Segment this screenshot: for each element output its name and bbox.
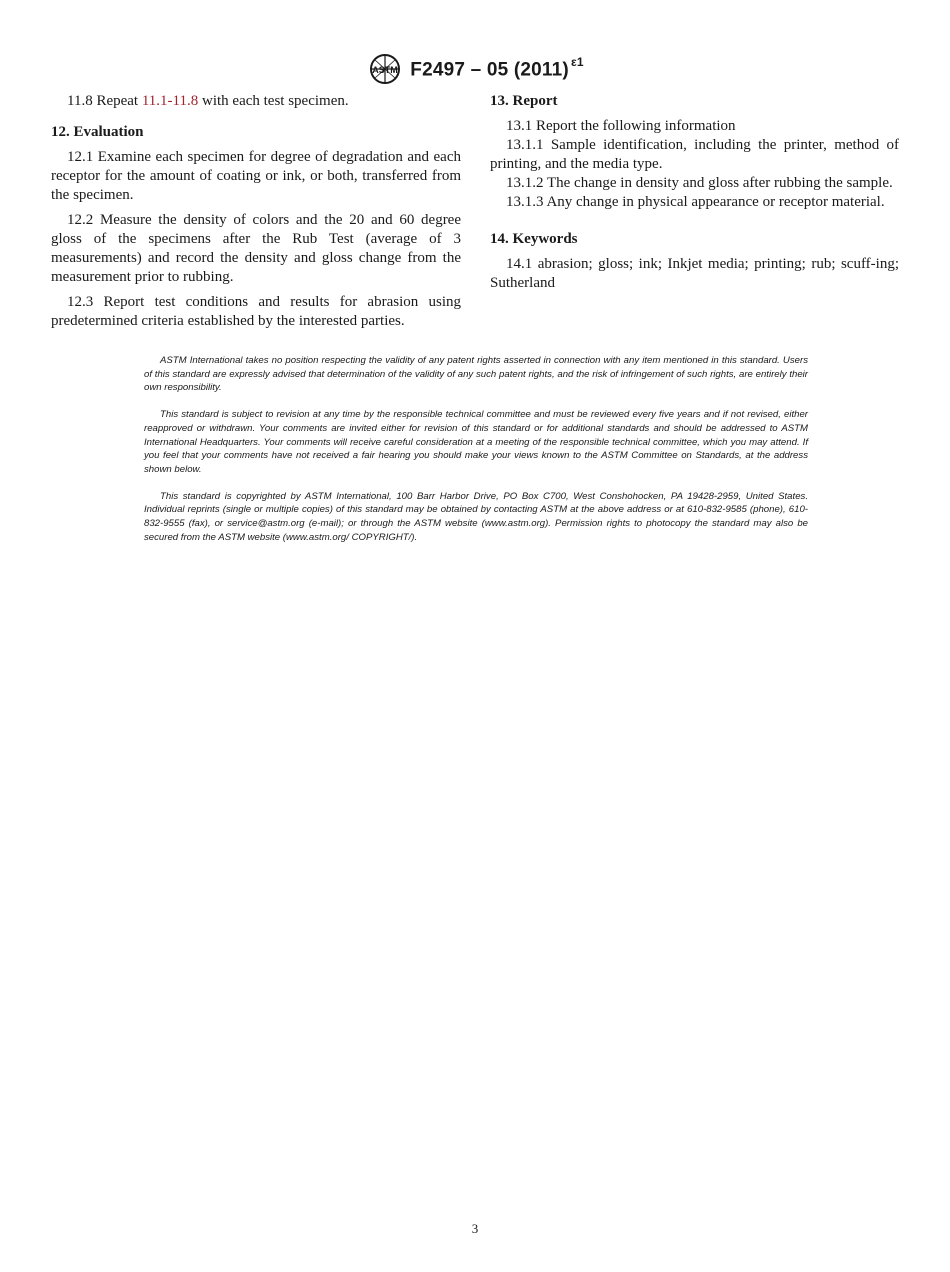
astm-logo-text: ASTM [372,65,399,75]
paragraph-14-1 [490,255,899,293]
paragraph-label: 11.8 [67,93,93,109]
paragraph-label: 13.1.2 [506,175,544,191]
paragraph-label: 12.2 [67,212,94,228]
section-heading-keywords: 14. Keywords [490,231,578,247]
designation-text: F2497 – 05 (2011) [410,59,569,81]
paragraph-text: abrasion; gloss; ink; Inkjet media; printing; rub; scuff-ing; Sutherland [490,256,899,291]
paragraph-13-1 [490,117,899,136]
paragraph-13-1-3 [490,193,899,212]
paragraph-label: 12.3 [67,294,94,310]
paragraph-11-8 [51,92,461,111]
paragraph-label: 14.1 [506,256,533,272]
legal-notices [144,354,808,557]
paragraph-text: Repeat [96,93,139,109]
paragraph-text: Sample identification, including the printer, method of printing, and the media type. [490,137,899,172]
paragraph-text: with each test specimen. [202,93,349,109]
paragraph-label: 12.1 [67,149,94,165]
paragraph-text: The change in density and gloss after rubbing the sample. [546,175,893,191]
paragraph-13-1-1 [490,136,899,174]
paragraph-text: Any change in physical appearance or receptor material. [546,194,885,210]
paragraph-text: Report the following information [536,118,736,134]
paragraph-label: 13.1 [506,118,533,134]
section-heading-report: 13. Report [490,93,558,109]
paragraph-12-2 [51,211,461,287]
page-number: 3 [471,1221,479,1236]
section-heading-evaluation: 12. Evaluation [51,124,144,140]
paragraph-12-3 [51,293,461,331]
paragraph-12-1 [51,148,461,205]
right-column [490,92,899,299]
paragraph-text: Measure the density of colors and the 20 and 60 degree gloss of the specimens after the Rub Test (average of 3 measurements) and record the density and gloss change from the measurement prior to rubbing. [51,212,462,285]
revision-notice: This standard is subject to revision at any time by the responsible technical committee and must be reviewed every five years and if not revised, either reapproved or withdrawn. Your comments are invited either for revision of this standard or for additional standards and should be addressed to ASTM International Headquarters. Your comments will receive careful consideration at a meeting of the responsible technical committee, which you may attend. If you feel that your comments have not received a fair hearing you should make your views known to the ASTM Committee on Standards, at the address shown below. [144,409,808,475]
astm-logo-icon [366,53,404,85]
paragraph-13-1-2 [490,174,899,193]
section-reference-link[interactable]: 11.1-11.8 [141,93,199,109]
paragraph-text: Examine each specimen for degree of degradation and each receptor for the amount of coating or ink, or both, transferred from the specimen. [51,149,461,203]
paragraph-label: 13.1.1 [506,137,544,153]
document-designation [410,54,584,81]
left-column [51,92,461,337]
page-header [0,52,950,86]
epsilon-superscript: ε1 [570,54,584,69]
paragraph-label: 13.1.3 [506,194,544,210]
patent-notice: ASTM International takes no position respecting the validity of any patent rights asserted in connection with any item mentioned in this standard. Users of this standard are expressly advised that determination of the validity of any such patent rights, and the risk of infringement of such rights, are entirely their own responsibility. [144,355,808,394]
paragraph-text: Report test conditions and results for abrasion using predetermined criteria established by the interested parties. [51,294,461,329]
copyright-notice: This standard is copyrighted by ASTM International, 100 Barr Harbor Drive, PO Box C700, West Conshohocken, PA 19428-2959, United States. Individual reprints (single or multiple copies) of this standard may be obtained by contacting ASTM at the above address or at 610-832-9585 (phone), 610-832-9555 (fax), or service@astm.org (e-mail); or through the ASTM website (www.astm.org). Permission rights to photocopy the standard may also be secured from the ASTM website (www.astm.org/ COPYRIGHT/). [144,490,808,543]
